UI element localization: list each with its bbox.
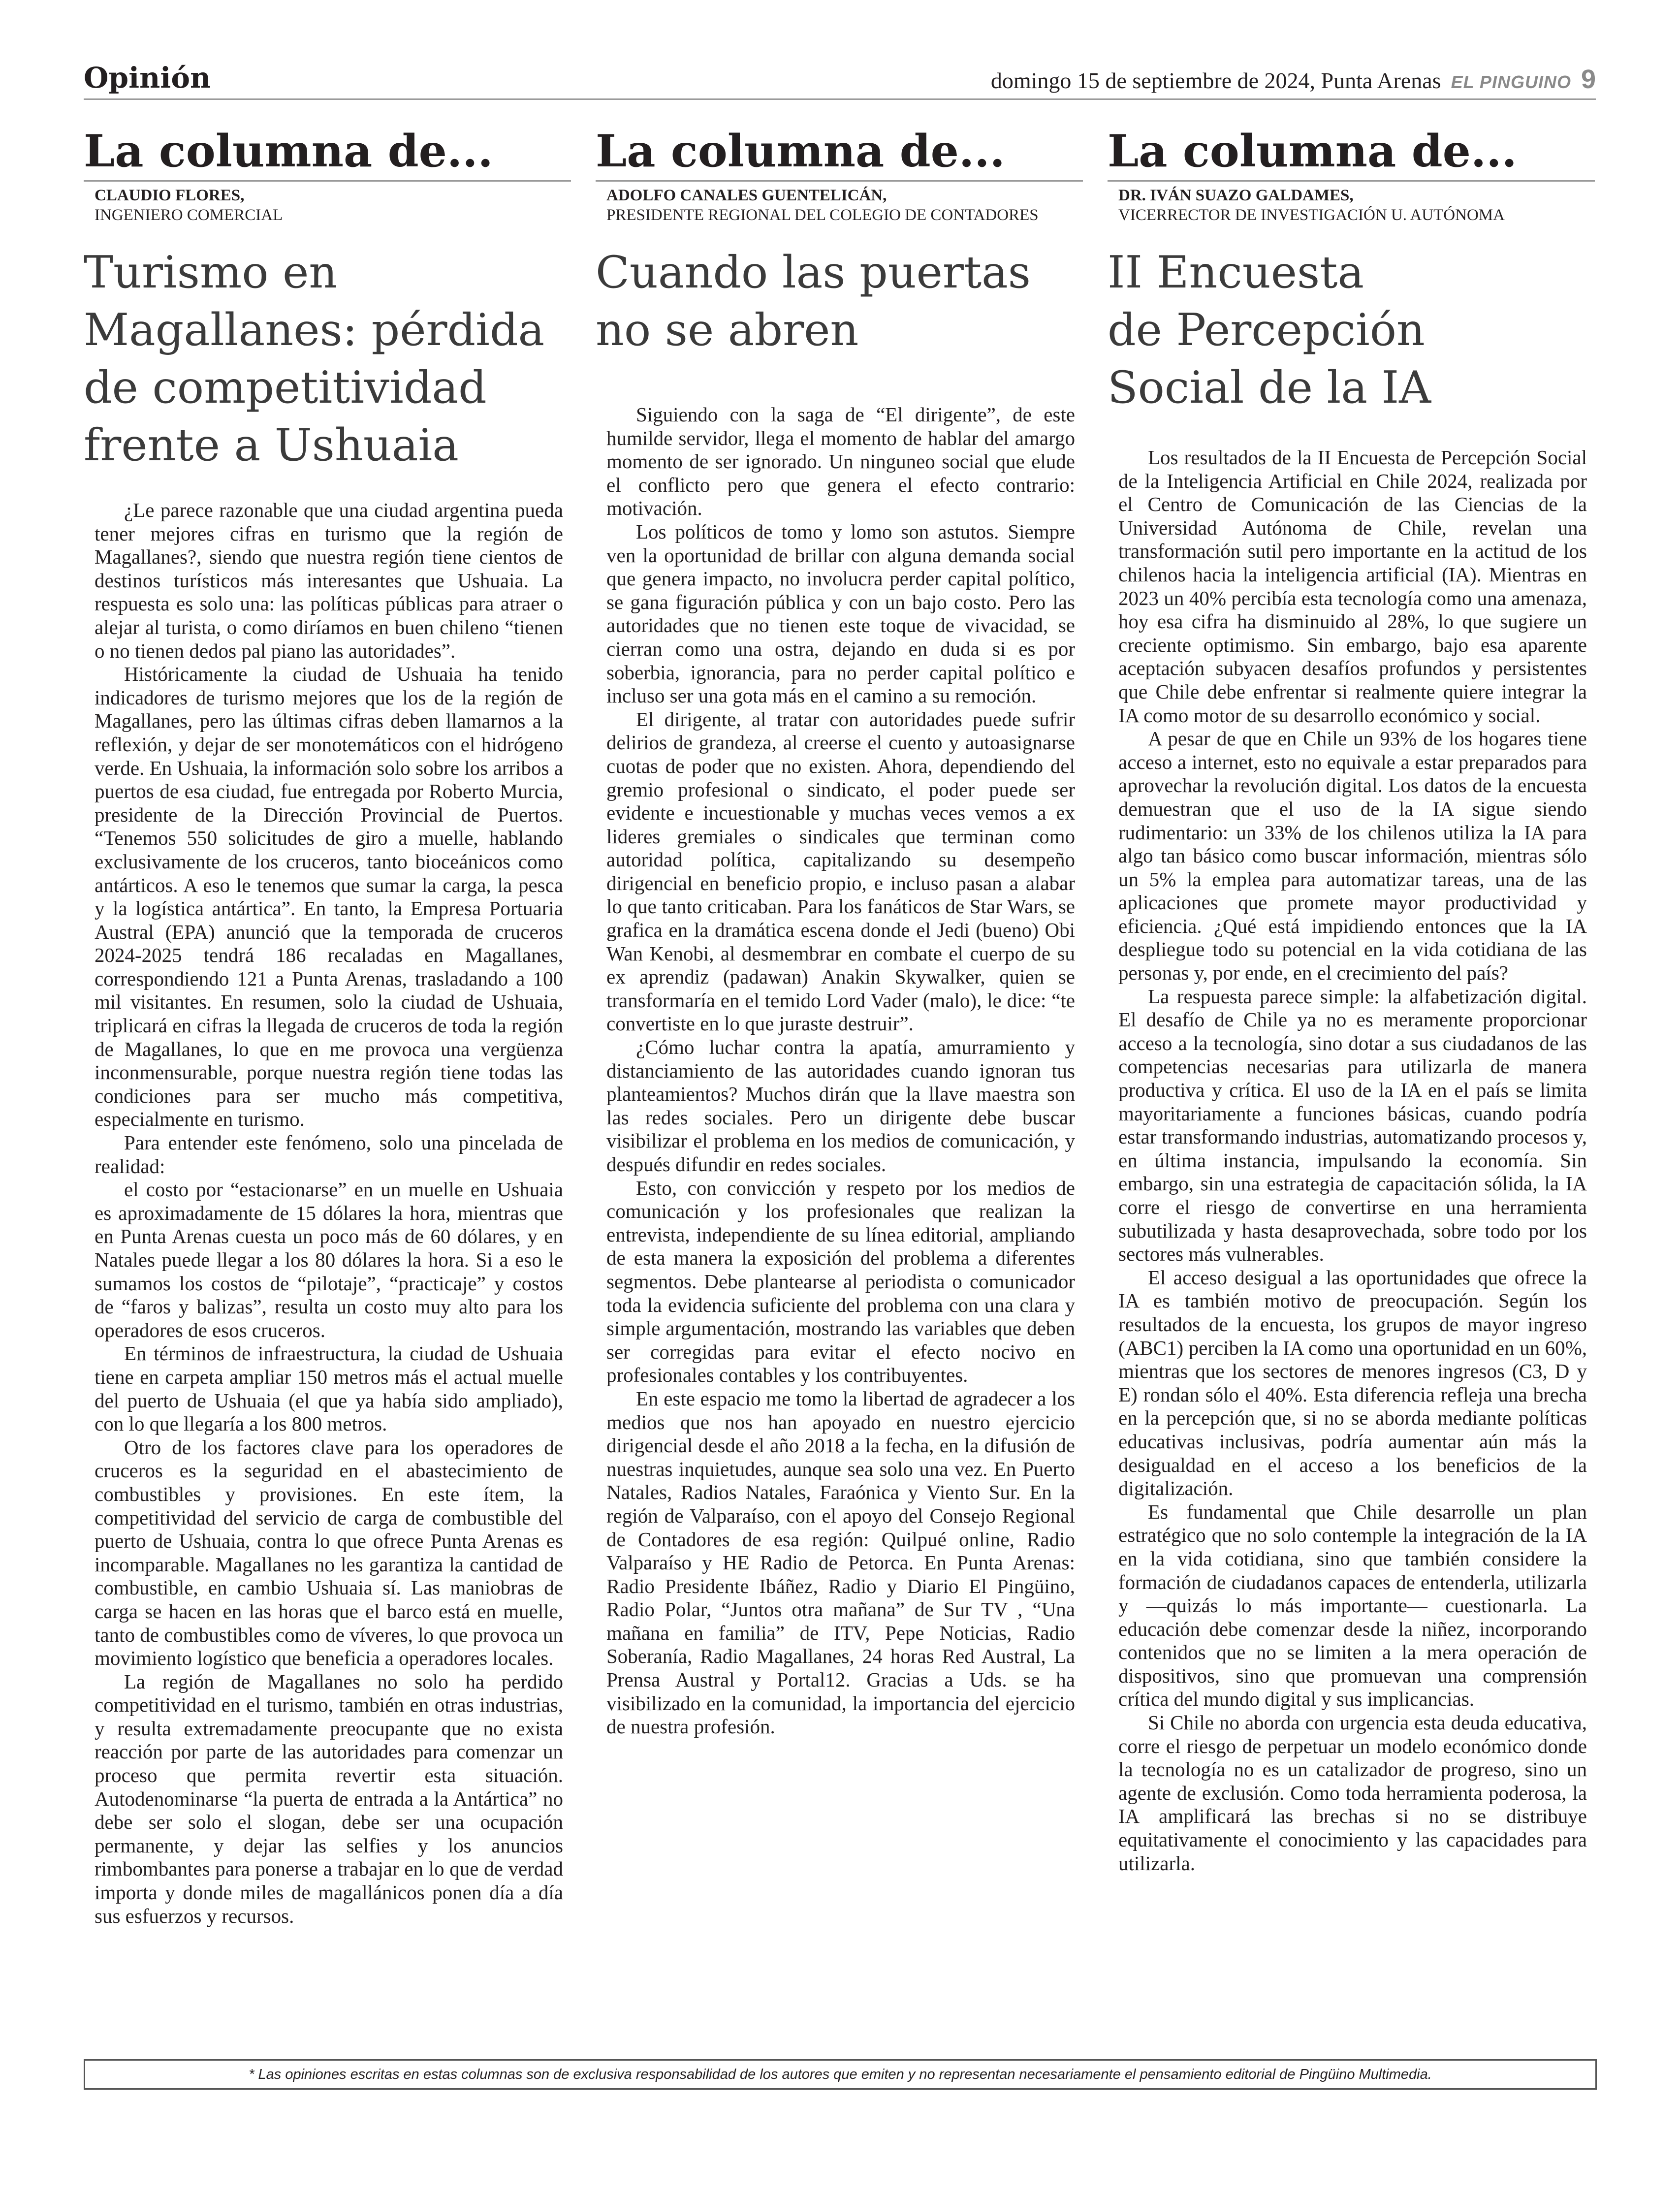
paragraph: Los políticos de tomo y lomo son astutos. Siempre ven la oportunidad de brillar con alguna demanda social que genera impacto, no involucra perder capital político, se gana figuración pública y con un bajo costo. Pero las autoridades que no tienen este toque de vivacidad, se cierran como una ostra, dejando en duda si es por soberbia, ignorancia, para no perder capital político e incluso ser una gota más en el camino a su remoción.: [606, 520, 1075, 707]
date-line: [991, 64, 1596, 95]
paragraph: En este espacio me tomo la libertad de agradecer a los medios que nos han apoyado en nuestro ejercicio dirigencial desde el año 2018 a la fecha, en la difusión de nuestras inquietudes, aunque sea solo una vez. En Puerto Natales, Radios Natales, Faraónica y Viento Sur. En la región de Valparaíso, con el apoyo del Consejo Regional de Contadores de esa región: Quilpué online, Radio Valparaíso y HE Radio de Petorca. En Punta Arenas: Radio Presidente Ibáñez, Radio y Diario El Pingüino, Radio Polar, “Juntos otra mañana” de Sur TV , “Una mañana en familia” de ITV, Pepe Noticias, Radio Soberanía, Radio Magallanes, 24 horas Red Austral, La Prensa Austral y Portal12. Gracias a Uds. se ha visibilizado en la comunidad, la importancia del ejercicio de nuestra profesión.: [606, 1387, 1075, 1738]
column-label: La columna de...: [84, 126, 493, 177]
author-name: CLAUDIO FLORES,: [95, 187, 245, 204]
author-name: DR. IVÁN SUAZO GALDAMES,: [1118, 187, 1354, 204]
column-label: La columna de...: [596, 126, 1005, 177]
paragraph: La región de Magallanes no solo ha perdido competitividad en el turismo, también en otras industrias, y resulta extremadamente preocupante que no exista reacción por parte de las autoridades para comenzar un proceso que permita revertir esta situación. Autodenominarse “la puerta de entrada a la Antártica” no debe ser solo el slogan, debe ser una ocupación permanente, y dejar las selfies y los anuncios rimbombantes para ponerse a trabajar en lo que de verdad importa y donde miles de magallánicos ponen día a día sus esfuerzos y recursos.: [95, 1670, 563, 1927]
paragraph: Siguiendo con la saga de “El dirigente”, de este humilde servidor, llega el momento de hablar del amargo momento de ser ignorado. Un ninguneo social que elude el conflicto pero que genera el efecto contrario: motivación.: [606, 403, 1075, 520]
headline-line: Turismo en: [84, 247, 338, 298]
author-role: PRESIDENTE REGIONAL DEL COLEGIO DE CONTADORES: [606, 206, 1039, 224]
headline-line: frente a Ushuaia: [84, 419, 459, 471]
opinion-column-2: [596, 126, 1083, 2036]
author-block: [95, 186, 571, 225]
author-block: [606, 186, 1083, 225]
headline-line: Cuando las puertas: [596, 247, 1031, 298]
newspaper-logo: EL PINGUINO: [1451, 72, 1571, 92]
article-headline: [596, 244, 1083, 359]
article-body: [1118, 446, 1587, 1875]
headline-line: no se abren: [596, 304, 859, 356]
article-headline: [1108, 244, 1595, 416]
paragraph: La respuesta parece simple: la alfabetización digital. El desafío de Chile ya no es meramente proporcionar acceso a la tecnología, sino dotar a sus ciudadanos de las competencias necesarias para utilizarla de manera productiva y crítica. El uso de la IA en el país se limita mayoritariamente a funciones básicas, cuando podría estar transformando industrias, automatizando procesos y, en última instancia, impulsando la economía. Sin embargo, sin una estrategia de capacitación sólida, la IA corre el riesgo de convertirse en una herramienta subutilizada y hasta desaprovechada, sobre todo por los sectores más vulnerables.: [1118, 985, 1587, 1266]
page-header: [84, 59, 1596, 100]
paragraph: ¿Cómo luchar contra la apatía, amurramiento y distanciamiento de las autoridades cuando ignoran tus planteamientos? Muchos dirán que la llave maestra son las redes sociales. Pero un dirigente debe buscar visibilizar el problema en los medios de comunicación, y después difundir en redes sociales.: [606, 1036, 1075, 1176]
author-name: ADOLFO CANALES GUENTELICÁN,: [606, 187, 887, 204]
paragraph: Esto, con convicción y respeto por los medios de comunicación y los profesionales que realizan la entrevista, independiente de su línea editorial, ampliando de esta manera la exposición del problema a diferentes segmentos. Debe plantearse al periodista o comunicador toda la evidencia suficiente del problema con una clara y simple argumentación, mostrando las variables que deben ser corregidas para evitar el efecto nocivo en profesionales contables y los contribuyentes.: [606, 1176, 1075, 1387]
disclaimer-box: [84, 2059, 1597, 2090]
opinion-column-3: [1108, 126, 1595, 2036]
paragraph: Para entender este fenómeno, solo una pincelada de realidad:: [95, 1131, 563, 1178]
paragraph: Si Chile no aborda con urgencia esta deuda educativa, corre el riesgo de perpetuar un modelo económico donde la tecnología no es un catalizador de progreso, sino un agente de exclusión. Como toda herramienta poderosa, la IA amplificará las brechas si no se distribuye equitativamente el conocimiento y las capacidades para utilizarla.: [1118, 1711, 1587, 1875]
article-body: [606, 403, 1075, 1739]
headline-line: Magallanes: pérdida: [84, 304, 545, 356]
headline-line: de Percepción: [1108, 304, 1425, 356]
section-title: Opinión: [84, 61, 211, 95]
paragraph: El dirigente, al tratar con autoridades puede sufrir delirios de grandeza, al creerse el cuento y autoasignarse cuotas de poder que no existen. Ahora, dependiendo del gremio profesional o sindicato, el poder puede ser evidente e incuestionable y muchas veces vemos a ex lideres gremiales o sindicales que terminan como autoridad política, capitalizando su desempeño dirigencial en beneficio propio, e incluso pasan a alabar lo que tanto criticaban. Para los fanáticos de Star Wars, se grafica en la dramática escena donde el Jedi (bueno) Obi Wan Kenobi, al desmembrar en combate el cuerpo de su ex aprendiz (padawan) Anakin Skywalker, quien se transformaría en el temido Lord Vader (malo), le dice: “te convertiste en lo que juraste destruir”.: [606, 707, 1075, 1035]
paragraph: Los resultados de la II Encuesta de Percepción Social de la Inteligencia Artificial en Chile 2024, realizada por el Centro de Comunicación de las Ciencias de la Universidad Autónoma de Chile, revelan una transformación sutil pero importante en la actitud de los chilenos hacia la inteligencia artificial (IA). Mientras en 2023 un 40% percibía esta tecnología como una amenaza, hoy esa cifra ha disminuido al 28%, lo que sugiere un creciente optimismo. Sin embargo, bajo esa aparente aceptación subyacen desafíos profundos y persistentes que Chile debe enfrentar si realmente quiere integrar la IA como motor de su desarrollo económico y social.: [1118, 446, 1587, 727]
headline-line: Social de la IA: [1108, 362, 1431, 414]
paragraph: El acceso desigual a las oportunidades que ofrece la IA es también motivo de preocupación. Según los resultados de la encuesta, los grupos de mayor ingreso (ABC1) perciben la IA como una oportunidad en un 60%, mientras que los sectores de menores ingresos (C3, D y E) rondan sólo el 40%. Esta diferencia refleja una brecha en la percepción que, si no se aborda mediante políticas educativas inclusivas, podría aumentar aún más la desigualdad en el acceso a los beneficios de la digitalización.: [1118, 1266, 1587, 1500]
headline-line: de competitividad: [84, 362, 487, 414]
paragraph: En términos de infraestructura, la ciudad de Ushuaia tiene en carpeta ampliar 150 metros más el actual muelle del puerto de Ushuaia (el que ya había sido ampliado), con lo que llegaría a los 800 metros.: [95, 1342, 563, 1435]
date-location: domingo 15 de septiembre de 2024, Punta Arenas: [990, 68, 1441, 93]
paragraph: Históricamente la ciudad de Ushuaia ha tenido indicadores de turismo mejores que los de la región de Magallanes, pero las últimas cifras deben llamarnos a la reflexión, y dejar de ser monotemáticos con el hidrógeno verde. En Ushuaia, la información solo sobre los arribos a puertos de esa ciudad, fue entregada por Roberto Murcia, presidente de la Dirección Provincial de Puertos. “Tenemos 550 solicitudes de giro a muelle, hablando exclusivamente de los cruceros, tanto bioceánicos como antárticos. A eso le tenemos que sumar la carga, la pesca y la logística antártica”. En tanto, la Empresa Portuaria Austral (EPA) anunció que la temporada de cruceros 2024-2025 tendrá 186 recaladas en Magallanes, correspondiendo 121 a Punta Arenas, trasladando a 100 mil visitantes. En resumen, solo la ciudad de Ushuaia, triplicará en cifras la llegada de cruceros de toda la región de Magallanes, lo que en me provoca una vergüenza inconmensurable, porque nuestra región tiene todas las condiciones para ser mucho más competitiva, especialmente en turismo.: [95, 663, 563, 1131]
paragraph: Es fundamental que Chile desarrolle un plan estratégico que no solo contemple la integración de la IA en la vida cotidiana, sino que también considere la formación de ciudadanos capaces de entenderla, utilizarla y —quizás lo más importante— cuestionarla. La educación debe comenzar desde la niñez, incorporando contenidos que no se limiten a la mera operación de dispositivos, sino que promuevan una comprensión crítica del mundo digital y sus implicancias.: [1118, 1500, 1587, 1711]
column-divider: [1108, 180, 1595, 182]
author-role: VICERRECTOR DE INVESTIGACIÓN U. AUTÓNOMA: [1118, 206, 1505, 224]
opinion-column-1: [84, 126, 571, 2036]
paragraph: Otro de los factores clave para los operadores de cruceros es la seguridad en el abastecimiento de combustibles y provisiones. En este ítem, la competitividad del servicio de carga de combustible del puerto de Ushuaia, contra lo que ofrece Punta Arenas es incomparable. Magallanes no les garantiza la cantidad de combustible, en cambio Ushuaia sí. Las maniobras de carga se hacen en las horas que el barco está en muelle, tanto de combustibles como de víveres, lo que provoca un movimiento logístico que beneficia a operadores locales.: [95, 1435, 563, 1670]
headline-line: II Encuesta: [1108, 247, 1364, 298]
page-number: 9: [1581, 64, 1596, 94]
column-label: La columna de...: [1108, 126, 1517, 177]
paragraph: ¿Le parece razonable que una ciudad argentina pueda tener mejores cifras en turismo que la región de Magallanes?, siendo que nuestra región tiene cientos de destinos turísticos más interesantes que Ushuaia. La respuesta es solo una: las políticas públicas para atraer o alejar al turista, o como diríamos en buen chileno “tienen o no tienen dedos pal piano las autoridades”.: [95, 499, 563, 662]
author-role: INGENIERO COMERCIAL: [95, 206, 283, 224]
column-divider: [596, 180, 1083, 182]
paragraph: el costo por “estacionarse” en un muelle en Ushuaia es aproximadamente de 15 dólares la hora, mientras que en Punta Arenas cuesta un poco más de 60 dólares, y en Natales puede llegar a los 80 dólares la hora. Si a eso le sumamos los costos de “pilotaje”, “practicaje” y costos de “faros y balizas”, resulta un costo muy alto para los operadores de esos cruceros.: [95, 1178, 563, 1341]
article-headline: [84, 244, 571, 474]
author-block: [1118, 186, 1595, 225]
paragraph: A pesar de que en Chile un 93% de los hogares tiene acceso a internet, esto no equivale a estar preparados para aprovechar la revolución digital. Los datos de la encuesta demuestran que el uso de la IA sigue siendo rudimentario: un 33% de los chilenos utiliza la IA para algo tan básico como buscar información, mientras sólo un 5% la emplea para automatizar tareas, una de las aplicaciones que promete mayor productividad y eficiencia. ¿Qué está impidiendo entonces que la IA despliegue todo su potencial en la vida cotidiana de las personas y, por ende, en el crecimiento del país?: [1118, 727, 1587, 985]
column-divider: [84, 180, 571, 182]
article-body: [95, 499, 563, 1928]
disclaimer-text: * Las opiniones escritas en estas columnas son de exclusiva responsabilidad de los autores que emiten y no representan necesariamente el pensamiento editorial de Pingüino Multimedia.: [249, 2066, 1432, 2082]
